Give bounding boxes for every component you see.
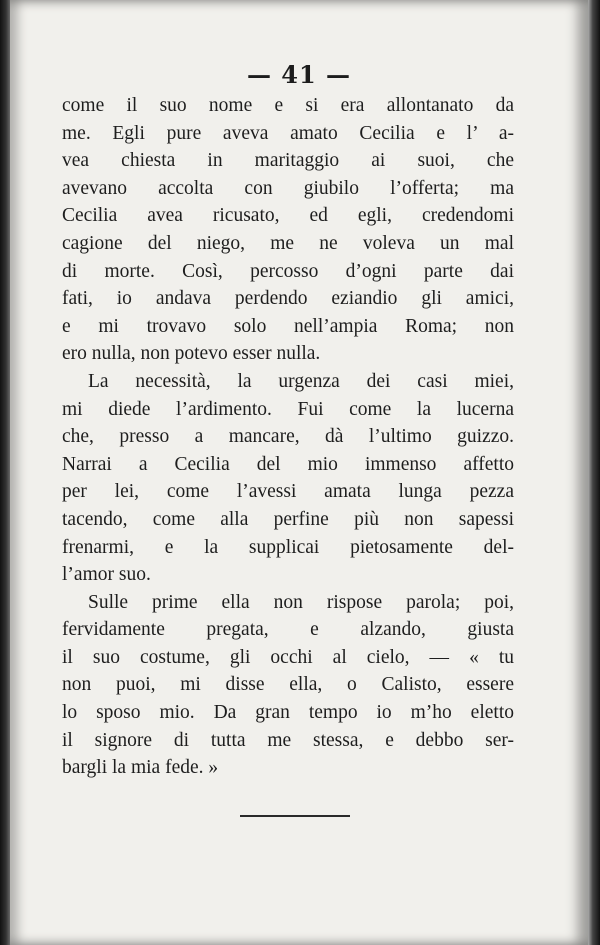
text-line: vea chiesta in maritaggio ai suoi, che <box>62 150 514 172</box>
text-line: per lei, come l’avessi amata lunga pezza <box>62 481 514 503</box>
text-line: La necessità, la urgenza dei casi miei, <box>88 370 514 392</box>
text-line: bargli la mia fede. » <box>62 757 219 779</box>
paragraph-1 <box>62 92 514 368</box>
text-line: Cecilia avea ricusato, ed egli, credendomi <box>62 205 514 227</box>
text-line: Narrai a Cecilia del mio immenso affetto <box>62 453 514 475</box>
book-page <box>10 0 588 945</box>
section-end-rule <box>240 815 350 817</box>
text-line: me. Egli pure aveva amato Cecilia e l’ a- <box>62 122 514 144</box>
text-line: tacendo, come alla perfine più non sapessi <box>62 508 514 530</box>
text-line: cagione del niego, me ne voleva un mal <box>62 232 514 254</box>
book-edge-right <box>588 0 600 945</box>
text-line: lo sposo mio. Da gran tempo io m’ho eletto <box>62 702 514 724</box>
text-line: fervidamente pregata, e alzando, giusta <box>62 619 514 641</box>
paragraph-3 <box>62 589 514 782</box>
text-line: l’amor suo. <box>62 564 151 586</box>
book-gutter-left <box>0 0 10 945</box>
paragraph-2 <box>62 368 514 589</box>
text-line: non puoi, mi disse ella, o Calisto, essere <box>62 674 514 696</box>
text-line: come il suo nome e si era allontanato da <box>62 95 514 116</box>
text-line: avevano accolta con giubilo l’offerta; ma <box>62 177 514 199</box>
text-line: Sulle prime ella non rispose parola; poi, <box>88 591 514 613</box>
page-number: — 41 — <box>246 60 352 89</box>
text-line: di morte. Così, percosso d’ogni parte dai <box>62 260 514 282</box>
body-text <box>62 92 514 782</box>
text-line: il suo costume, gli occhi al cielo, — « tu <box>62 646 514 668</box>
text-line: e mi trovavo solo nell’ampia Roma; non <box>62 315 514 337</box>
text-line: frenarmi, e la supplicai pietosamente del- <box>62 536 514 558</box>
text-line: fati, io andava perdendo eziandio gli amici, <box>62 288 514 310</box>
text-line: il signore di tutta me stessa, e debbo ser- <box>62 729 514 751</box>
text-line: ero nulla, non potevo esser nulla. <box>62 343 321 365</box>
text-line: che, presso a mancare, dà l’ultimo guizzo. <box>62 426 514 448</box>
text-line: mi diede l’ardimento. Fui come la lucerna <box>62 398 514 420</box>
